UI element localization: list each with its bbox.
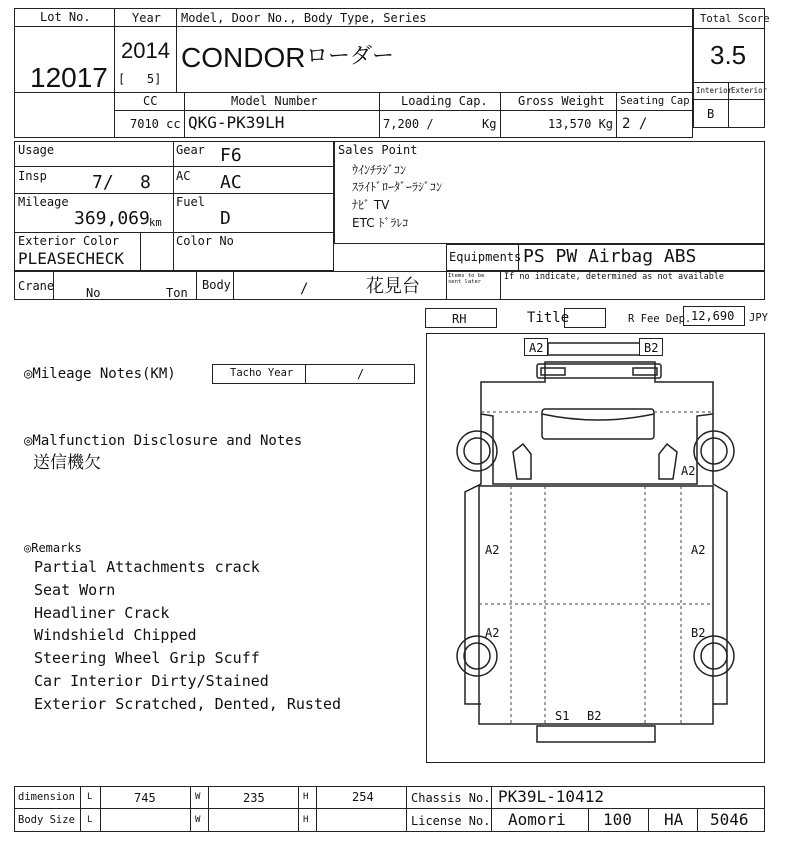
truck-outline-svg (427, 334, 764, 762)
insp-day: 8 (140, 172, 151, 193)
license-label: License No. (411, 814, 491, 828)
body-jp: 花見台 (366, 276, 420, 297)
remark-item: Steering Wheel Grip Scuff (34, 649, 260, 667)
damage-mark: A2 (485, 543, 500, 557)
remark-item: Headliner Crack (34, 604, 170, 622)
chassis-value: PK39L-10412 (498, 787, 604, 806)
loading-label: Loading Cap. (401, 94, 488, 108)
mileage-value: 369,069 (74, 208, 150, 229)
usage-label: Usage (18, 143, 55, 157)
seating-value: 2 / (622, 116, 648, 132)
rh-label: RH (452, 312, 467, 326)
cc-value: 7010 cc (130, 117, 181, 131)
mileage-label: Mileage (18, 195, 69, 209)
body-size-label: Body Size (18, 814, 75, 826)
model-name: CONDOR (181, 42, 306, 73)
damage-mark: A2 (529, 341, 544, 355)
gross-label: Gross Weight (518, 94, 605, 108)
remark-item: Exterior Scratched, Dented, Rusted (34, 695, 342, 713)
model-label: Model, Door No., Body Type, Series (181, 11, 427, 25)
interior-grade: B (707, 107, 715, 121)
sales-point-item: ﾅﾋﾞ TV (352, 198, 390, 212)
loading-unit: Kg (482, 117, 497, 131)
license-pref: Aomori (508, 810, 566, 829)
crane-unit: Ton (166, 286, 188, 300)
equipments-label: Equipments (449, 250, 522, 264)
damage-mark: A2 (691, 543, 706, 557)
fuel-value: D (220, 208, 231, 229)
ac-value: AC (220, 172, 242, 193)
ext-color-value: PLEASECHECK (18, 249, 124, 268)
tacho-value: / (357, 367, 365, 381)
h-label: H (303, 815, 309, 825)
remark-item: Partial Attachments crack (34, 558, 260, 576)
crane-value: No (86, 286, 101, 300)
lot-number: 12017 (30, 62, 108, 93)
cc-label: CC (143, 94, 158, 108)
damage-mark: B2 (644, 341, 659, 355)
lot-label: Lot No. (40, 10, 91, 24)
damage-mark: B2 (691, 626, 706, 640)
sales-point-label: Sales Point (338, 143, 418, 157)
remark-item: Car Interior Dirty/Stained (34, 672, 269, 690)
remark-item: Seat Worn (34, 581, 116, 599)
remark-item: Windshield Chipped (34, 626, 197, 644)
body-value: / (300, 281, 309, 297)
insp-label: Insp (18, 169, 47, 183)
mileage-notes-label: ◎Mileage Notes(KM) (24, 366, 176, 382)
sales-point-item: ｳｲﾝﾁﾗｼﾞｺﾝ (352, 163, 407, 177)
license-number: 5046 (710, 810, 749, 829)
fuel-label: Fuel (176, 195, 205, 209)
mileage-unit: km (149, 217, 162, 229)
tacho-label: Tacho Year (230, 367, 294, 379)
rfee-unit: JPY (749, 312, 768, 324)
gross-value: 13,570 Kg (548, 117, 614, 131)
gear-value: F6 (220, 145, 242, 166)
dimension-label: dimension (18, 791, 75, 803)
seating-label: Seating Cap. (620, 95, 696, 107)
rfee-value: 12,690 (691, 309, 735, 323)
dim-h: 254 (352, 790, 374, 804)
year-label: Year (132, 11, 161, 25)
sales-point-item: ETC ﾄﾞﾗﾚｺ (352, 216, 409, 230)
model-number-label: Model Number (231, 94, 318, 108)
damage-mark: A2 (485, 626, 500, 640)
model-number-value: QKG-PK39LH (188, 113, 285, 132)
remarks-label: ◎Remarks (24, 541, 82, 555)
loading-value: 7,200 / (383, 117, 434, 131)
total-score-value: 3.5 (710, 40, 747, 70)
l-label: L (87, 792, 93, 802)
dim-l: 745 (134, 791, 156, 805)
ext-color-label: Exterior Color (18, 234, 120, 248)
exterior-label: Exterior (731, 86, 768, 95)
crane-label: Crane (18, 279, 55, 293)
insp-month: 7/ (92, 172, 114, 193)
ac-label: AC (176, 169, 191, 183)
color-no-label: Color No (176, 234, 234, 248)
footer-frame (14, 786, 765, 832)
rfee-label: R Fee Dep. (628, 313, 692, 325)
items-note: Items to be sent later (448, 273, 485, 286)
damage-mark: S1 (555, 709, 570, 723)
avail-note: If no indicate, determined as not available (504, 272, 725, 282)
interior-label: Interior (696, 86, 733, 95)
vehicle-diagram (426, 333, 765, 763)
l-label: L (87, 815, 93, 825)
month-value: [ 5] (118, 72, 162, 86)
title-box (564, 308, 606, 328)
dim-w: 235 (243, 791, 265, 805)
sales-point-item: ｽﾗｲﾄﾞﾛｰﾀﾞｰﾗｼﾞｺﾝ (352, 180, 443, 194)
license-class: 100 (603, 810, 632, 829)
h-label: H (303, 792, 309, 802)
equipments-value: PS PW Airbag ABS (523, 246, 697, 267)
gear-label: Gear (176, 143, 205, 157)
damage-mark: A2 (681, 464, 696, 478)
body-label: Body (202, 278, 231, 292)
year-value: 2014 (121, 38, 170, 63)
model-jp: ローダー (306, 44, 395, 69)
damage-mark: B2 (587, 709, 602, 723)
title-label: Title (527, 310, 570, 326)
w-label: W (195, 792, 201, 802)
w-label: W (195, 815, 201, 825)
license-kana: HA (664, 810, 684, 829)
malfunction-label: ◎Malfunction Disclosure and Notes (24, 433, 303, 449)
total-score-label: Total Score (700, 13, 770, 25)
chassis-label: Chassis No. (411, 791, 491, 805)
malfunction-note: 送信機欠 (33, 453, 101, 473)
